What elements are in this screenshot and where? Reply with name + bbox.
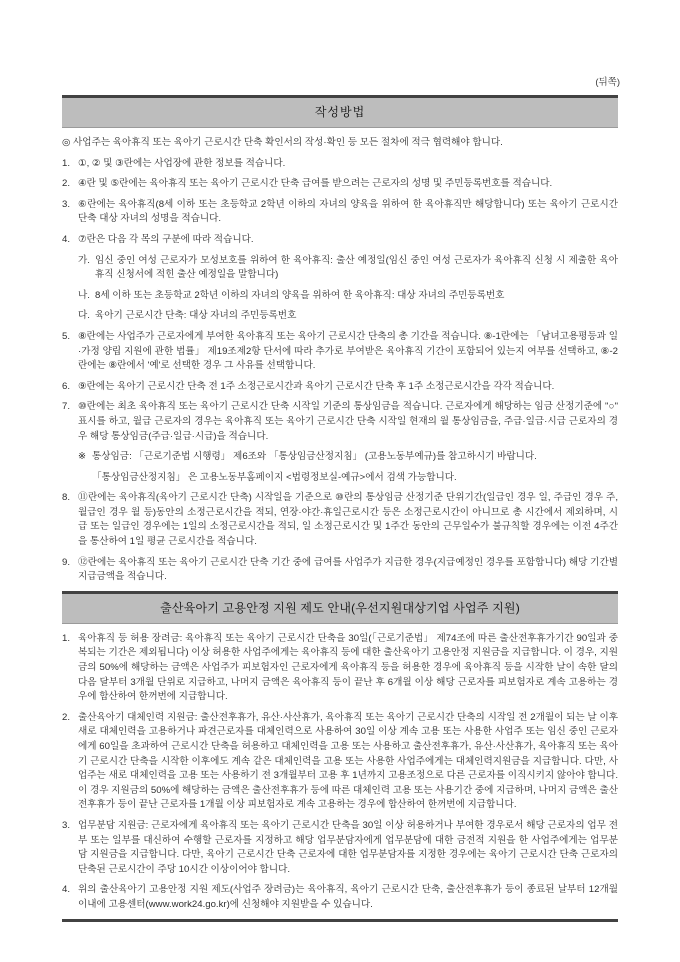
item-text: ⑫란에는 육아휴직 또는 육아기 근로시간 단축 기간 중에 급여를 사업주가 지급한 경우(지급예정인 경우를 포함합니다) 해당 기간별 지급금액을 적습니다. (78, 556, 618, 583)
item-number: 7. (62, 401, 71, 413)
item-text: ④란 및 ⑤란에는 육아휴직 또는 육아기 근로시간 단축 급여를 받으려는 근로자의 성명 및 주민등록번호를 적습니다. (78, 178, 553, 190)
item-number: 3. (62, 198, 71, 210)
page-content (62, 0, 618, 922)
instruction-item-4 (62, 233, 618, 248)
ordinary-wage-note-line-1 (78, 450, 618, 465)
item-number: 9. (62, 556, 71, 568)
item-text: 육아휴직 등 허용 장려금: 육아휴직 또는 육아기 근로시간 단축을 30일(「근로기준법」 제74조에 따른 출산전후휴가기간 90일과 중복되는 기간은 제외됩니다) 이상 허용한 사업주에게는 육아휴직 등에 대한 출산육아기 고용안정 지원금을 지급합니다. 이 경우, 지원금의 50%에 해당하는 금액은 사업주가 피보험자인 근로자에게 육아휴직 등을 허용한 경우에 육아휴직 등을 시작한 날이 속한 달의 다음 달부터 3개월 단위로 지급하고, 나머지 금액은 육아휴직 등이 끝난 후 6개월 이상 해당 근로자를 피보험자로 계속 고용하는 경우에 합산하여 한꺼번에 지급합니다. (78, 632, 618, 703)
item-text: ⑦란은 다음 각 목의 구분에 따라 적습니다. (78, 233, 254, 245)
item-number: 3. (62, 819, 71, 831)
instruction-item-7 (62, 400, 618, 444)
item-text: ⑥란에는 육아휴직(8세 이하 또는 초등학교 2학년 이하의 자녀의 양육을 위하여 한 육아휴직만 해당합니다) 또는 육아기 근로시간 단축 대상 자녀의 성명을 적습니다. (78, 198, 618, 225)
support-item-3 (62, 819, 618, 877)
item-text: ⑪란에는 육아휴직(육아기 근로시간 단축) 시작일을 기준으로 ⑩란의 통상임금 산정기준 단위기간(일급인 경우 일, 주급인 경우 주, 월급인 경우 월 등)동안의 소정근로시간을 적되, 연장·야간·휴일근로시간 등은 소정근로시간이 아니므로 총 시간에서 제외하며, 시급 또는 일급인 경우에는 1일의 소정근로시간을 적되, 일 소정근로시간 및 1주간 동안의 근무일수가 불규칙할 경우에는 이전 4주간을 통산하여 1일 평균 근로시간을 적습니다. (78, 492, 618, 548)
subitem-text: 8세 이하 또는 초등학교 2학년 이하의 자녀의 양육을 위하여 한 육아휴직: 대상 자녀의 주민등록번호 (95, 289, 505, 301)
item-number: 5. (62, 330, 71, 342)
section-title-bar-instructions (62, 95, 618, 128)
item-text: ①, ② 및 ③란에는 사업장에 관한 정보를 적습니다. (78, 157, 286, 169)
section-title-support-info: 출산육아기 고용안정 지원 제도 안내(우선지원대상기업 사업주 지원) (160, 600, 520, 615)
item-number: 6. (62, 380, 71, 392)
ordinary-wage-note-line-2: 「통상임금산정지침」 은 고용노동부홈페이지 <법령정보실-예규>에서 검색 가능합니다. (92, 471, 457, 483)
item-text: 위의 출산육아기 고용안정 지원 제도(사업주 장려금)는 육아휴직, 육아기 근로시간 단축, 출산전후휴가 등이 종료된 날부터 12개월 이내에 고용센터(www.work24.go.kr)에 신청해야 지원받을 수 있습니다. (78, 884, 618, 910)
item-number: 2. (62, 711, 71, 723)
instruction-item-1 (62, 157, 618, 172)
subitem-text: 임신 중인 여성 근로자가 모성보호를 위하여 한 육아휴직: 출산 예정일(임신 중인 여성 근로자가 육아휴직 신청 시 제출한 육아휴직 신청서에 적힌 출산 예정일을 말합니다) (95, 254, 618, 281)
instruction-item-6 (62, 380, 618, 395)
instruction-intro: ◎ 사업주는 육아휴직 또는 육아기 근로시간 단축 확인서의 작성·확인 등 모든 절차에 적극 협력해야 합니다. (62, 137, 503, 148)
bottom-rule (62, 919, 618, 922)
support-item-2 (62, 711, 618, 813)
item-text: ⑨란에는 육아기 근로시간 단축 전 1주 소정근로시간과 육아기 근로시간 단축 후 1주 소정근로시간을 각각 적습니다. (78, 380, 555, 392)
item-number: 4. (62, 884, 71, 896)
item-text: 업무분담 지원금: 근로자에게 육아휴직 또는 육아기 근로시간 단축을 30일 이상 허용하거나 부여한 경우로서 해당 근로자의 업무 전부 또는 일부를 대신하여 수행할 근로자를 지정하고 해당 업무분담자에게 업무분담에 대한 금전적 지원을 한 사업주에게는 업무분담 지원금을 지급합니다. 다만, 육아기 근로시간 단축 근로자에 대한 업무분담자를 지정한 경우에는 육아기 근로시간 단축 근로자의 단축된 근로시간이 주당 10시간 이상이어야 합니다. (78, 819, 618, 875)
instruction-item-5 (62, 330, 618, 374)
subitem-number: 다. (78, 310, 90, 322)
note-text: 통상임금: 「근로기준법 시행령」 제6조와 「통상임금산정지침」 (고용노동부예규)를 참고하시기 바랍니다. (92, 451, 537, 463)
item-number: 2. (62, 178, 71, 190)
support-item-4 (62, 883, 618, 912)
instruction-item-4-sub-ga (78, 254, 618, 283)
item-number: 8. (62, 492, 71, 504)
support-item-1 (62, 632, 618, 705)
instruction-item-2 (62, 177, 618, 192)
item-number: 1. (62, 632, 71, 644)
item-text: ⑩란에는 최초 육아휴직 또는 육아기 근로시간 단축 시작일 기준의 통상임금을 적습니다. 근로자에게 해당하는 임금 산정기준에 "○" 표시를 하고, 월급 근로자의 경우는 육아휴직 또는 육아기 근로시간 단축 시작일 현재의 월 통상임금을, 주급·일급·시급 근로자의 경우 해당 통상임금(주급·일급·시급)을 적습니다. (78, 401, 618, 442)
instruction-item-4-sub-na (78, 289, 618, 304)
instruction-item-3 (62, 198, 618, 227)
page-side-label: (뒤쪽) (595, 77, 620, 88)
item-number: 1. (62, 157, 71, 169)
instruction-item-9 (62, 556, 618, 585)
item-number: 4. (62, 233, 71, 245)
instruction-item-4-sub-da (78, 309, 618, 324)
item-text: ⑧란에는 사업주가 근로자에게 부여한 육아휴직 또는 육아기 근로시간 단축의 총 기간을 적습니다. ⑧-1란에는 「남녀고용평등과 일·가정 양립 지원에 관한 법률」 제19조제2항 단서에 따라 추가로 부여받은 육아휴직 기간이 포함되어 있는지 여부를 선택하고, ⑧-2란에는 ⑧란에서 '예'로 선택한 경우 그 사유를 선택합니다. (78, 330, 618, 372)
subitem-number: 가. (78, 254, 90, 266)
item-text: 출산육아기 대체인력 지원금: 출산전후휴가, 유산·사산휴가, 육아휴직 또는 육아기 근로시간 단축의 시작일 전 2개월이 되는 날 이후 새로 대체인력을 고용하거나 파견근로자를 대체인력으로 사용하여 30일 이상 계속 고용 또는 사용한 사업주 또는 임신 중인 근로자에게 60일을 초과하여 근로시간 단축을 허용하고 대체인력을 고용 또는 사용하고 출산전후휴가, 유산·사산휴가, 육아휴직 또는 육아기 근로시간 단축을 시작한 이후에도 계속 같은 대체인력을 고용 또는 사용한 사업주에게는 대체인력지원금을 지급합니다. 다만, 사업주는 새로 대체인력을 고용 또는 사용하기 전 3개월부터 고용 후 1년까지 고용조정으로 다른 근로자를 이직시키지 않아야 합니다. 이 경우 지원금의 50%에 해당하는 금액은 출산전후휴가 등에 따른 대체인력 고용 또는 사용기간 중에 지급하며, 나머지 금액은 출산전후휴가 등이 끝난 근로자를 1개월 이상 피보험자로 계속 고용하는 경우에 합산하여 한꺼번에 지급합니다. (78, 711, 618, 811)
subitem-number: 나. (78, 289, 90, 301)
section-title-instructions: 작성방법 (314, 105, 366, 119)
note-marker: ※ (78, 451, 87, 463)
section-title-bar-support-info (62, 591, 618, 624)
subitem-text: 육아기 근로시간 단축: 대상 자녀의 주민등록번호 (95, 310, 297, 322)
instruction-item-8 (62, 491, 618, 549)
